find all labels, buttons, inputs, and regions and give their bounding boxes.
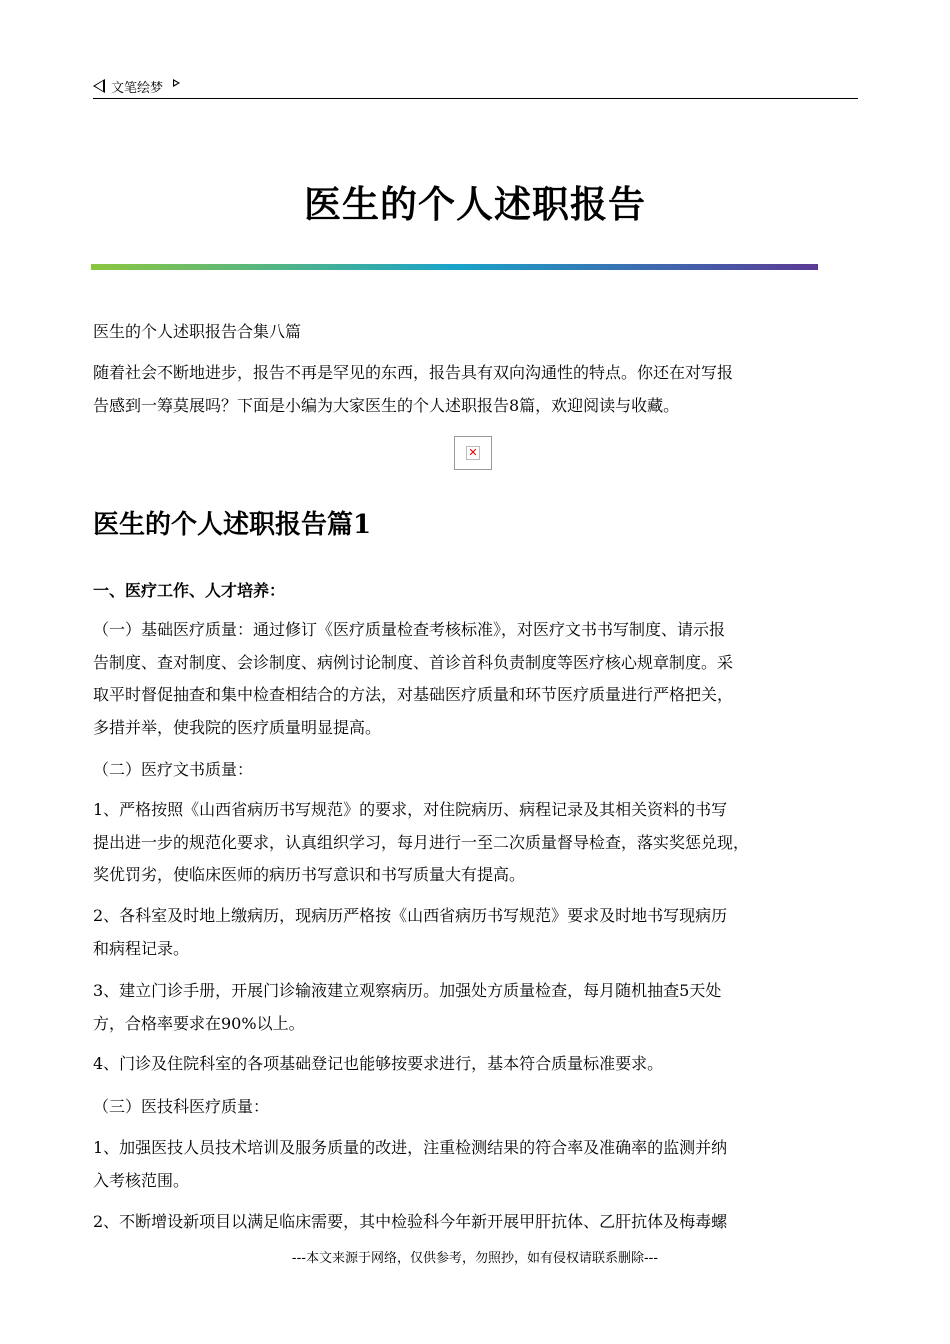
paragraph	[93, 1048, 863, 1081]
paragraph-line: （二）医疗文书质量：	[93, 760, 254, 779]
paragraph-line: 多措并举，使我院的医疗质量明显提高。	[93, 717, 382, 737]
paragraph-line: 4、门诊及住院科室的各项基础登记也能够按要求进行，基本符合质量标准要求。	[93, 1054, 664, 1073]
intro-paragraph	[93, 357, 863, 422]
subtitle-line: 医生的个人述职报告合集八篇	[93, 322, 302, 341]
intro-line: 告感到一筹莫展吗？下面是小编为大家医生的个人述职报告8篇，欢迎阅读与收藏。	[93, 395, 680, 415]
paragraph-line: 3、建立门诊手册，开展门诊输液建立观察病历。加强处方质量检查，每月随机抽查5天处	[93, 981, 722, 1000]
paragraph	[93, 1091, 863, 1124]
intro-line: 随着社会不断地进步，报告不再是罕见的东西，报告具有双向沟通性的特点。你还在对写报	[93, 363, 734, 382]
paragraph-line: 告制度、查对制度、会诊制度、病例讨论制度、首诊首科负责制度等医疗核心规章制度。采	[93, 652, 734, 672]
paragraph-line: （三）医技科医疗质量：	[93, 1097, 270, 1116]
paragraph	[93, 975, 863, 1040]
triangle-left-icon	[93, 79, 105, 93]
paragraph-line: 1、严格按照《山西省病历书写规范》的要求，对住院病历、病程记录及其相关资料的书写	[93, 800, 728, 819]
paragraph	[93, 1132, 863, 1197]
paragraph-line: 奖优罚劣，使临床医师的病历书写意识和书写质量大有提高。	[93, 865, 526, 884]
section-heading: 医生的个人述职报告篇1	[93, 510, 372, 540]
paragraph-line: 2、不断增设新项目以满足临床需要，其中检验科今年新开展甲肝抗体、乙肝抗体及梅毒螺	[93, 1212, 728, 1231]
paragraph-line: 取平时督促抽查和集中检查相结合的方法，对基础医疗质量和环节医疗质量进行严格把关，	[93, 685, 734, 704]
title-divider	[91, 264, 818, 270]
header-brand: 文笔绘梦	[111, 80, 164, 96]
paragraph	[93, 794, 863, 892]
paragraph-line: 方，合格率要求在90%以上。	[93, 1013, 305, 1033]
subsection-heading: 一、医疗工作、人才培养：	[93, 581, 286, 600]
paragraph-line: 2、各科室及时地上缴病历，现病历严格按《山西省病历书写规范》要求及时地书写现病历	[93, 906, 728, 925]
paragraph	[93, 900, 863, 965]
page-header	[93, 74, 858, 99]
paragraph-line: 1、加强医技人员技术培训及服务质量的改进，注重检测结果的符合率及准确率的监测并纳	[93, 1138, 728, 1157]
paragraph-line: （一）基础医疗质量：通过修订《医疗质量检查考核标准》，对医疗文书书写制度、请示报	[93, 620, 726, 639]
paragraph	[93, 614, 863, 744]
broken-image-icon: ✕	[466, 446, 480, 460]
page-footer: ---本文来源于网络，仅供参考，勿照抄，如有侵权请联系删除---	[291, 1251, 659, 1266]
paragraph-line: 提出进一步的规范化要求，认真组织学习，每月进行一至二次质量督导检查，落实奖惩兑现，	[93, 832, 750, 852]
paragraph-line: 和病程记录。	[93, 938, 190, 958]
paragraph	[93, 1206, 863, 1239]
triangle-right-icon	[173, 79, 180, 87]
document-title: 医生的个人述职报告	[304, 182, 646, 226]
paragraph-line: 入考核范围。	[93, 1170, 190, 1190]
image-placeholder	[454, 436, 492, 470]
paragraph	[93, 754, 863, 787]
